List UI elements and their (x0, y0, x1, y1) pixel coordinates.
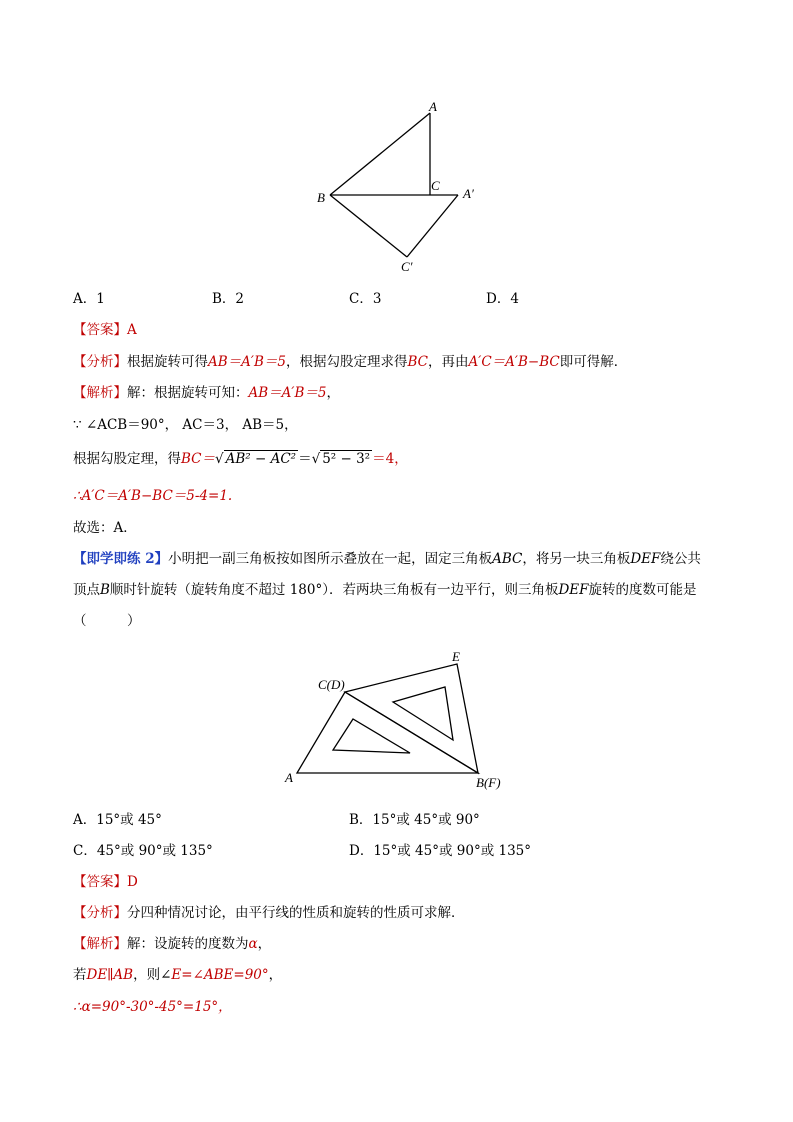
triangle-DEF (345, 664, 478, 773)
label-C: C (431, 178, 440, 193)
option-d[interactable]: D．4 (486, 291, 519, 307)
q2-solution-line-1: 【解析】解：设旋转的度数为α， (73, 936, 272, 952)
triangle-DEF-hole (393, 687, 453, 740)
label-B: B (317, 190, 325, 205)
edge-BCprime (330, 195, 407, 257)
q2-analysis-line: 【分析】分四种情况讨论，由平行线的性质和旋转的性质可求解． (73, 905, 465, 921)
answer-value: A (127, 322, 137, 338)
q2-solution-line-3: ∴α=90°-30°-45°=15°， (73, 999, 232, 1015)
solution-line-5: 故选：A． (73, 520, 137, 536)
answer-tag: 【答案】 (73, 322, 127, 338)
solution-line-2: ∵ ∠ACB＝90°， AC＝3， AB＝5， (73, 417, 298, 433)
q2-option-c[interactable]: C．45°或 90°或 135° (73, 843, 213, 859)
sqrt-2: √ 5² − 3² (311, 451, 371, 467)
edge-CprimeAprime (407, 195, 458, 257)
label-C-prime: C′ (401, 259, 413, 274)
option-c[interactable]: C．3 (349, 291, 382, 307)
set-squares-figure (280, 640, 530, 800)
label-E: E (452, 649, 460, 664)
solution-line-1: 【解析】解：根据旋转可知：AB＝A′B＝5， (73, 385, 340, 401)
q2-option-a[interactable]: A．15°或 45° (73, 812, 162, 828)
label-A2: A (285, 770, 293, 785)
q2-answer-line: 【答案】D (73, 874, 138, 890)
triangle-ABC (297, 692, 478, 773)
q2-option-d[interactable]: D．15°或 45°或 90°或 135° (349, 843, 532, 859)
solution-line-3: 根据勾股定理，得BC＝√ AB² − AC² ＝√ 5² − 3² ＝4， (73, 451, 408, 467)
q2-stem-line-1: 【即学即练 2】小明把一副三角板按如图所示叠放在一起，固定三角板ABC，将另一块三角板DEF绕公共 (73, 551, 701, 567)
q2-stem-line-2: 顶点B顺时针旋转（旋转角度不超过 180°）．若两块三角板有一边平行，则三角板DEF旋转的度数可能是 (73, 582, 697, 598)
sqrt-1: √ AB² − AC² (215, 451, 297, 467)
q2-solution-line-2: 若DE∥AB，则∠E=∠ABE=90°， (73, 967, 283, 983)
label-BF: B(F) (476, 775, 501, 790)
rotation-triangle-figure (300, 95, 500, 280)
q2-tag: 【即学即练 2】 (73, 551, 169, 567)
analysis-line: 【分析】根据旋转可得AB＝A′B＝5，根据勾股定理求得BC，再由A′C＝A′B−BC即可得解． (73, 354, 628, 370)
label-A-prime: A′ (463, 186, 474, 201)
edge-BA (330, 113, 430, 195)
solution-line-4: ∴A′C＝A′B−BC＝5-4=1. (73, 488, 233, 504)
answer-line (73, 321, 137, 339)
option-b[interactable]: B．2 (212, 291, 245, 307)
q2-option-b[interactable]: B．15°或 45°或 90° (349, 812, 480, 828)
label-CD: C(D) (318, 677, 345, 692)
q2-blank: （ ） (73, 613, 141, 629)
label-A: A (429, 99, 437, 114)
option-a[interactable]: A．1 (73, 291, 105, 307)
